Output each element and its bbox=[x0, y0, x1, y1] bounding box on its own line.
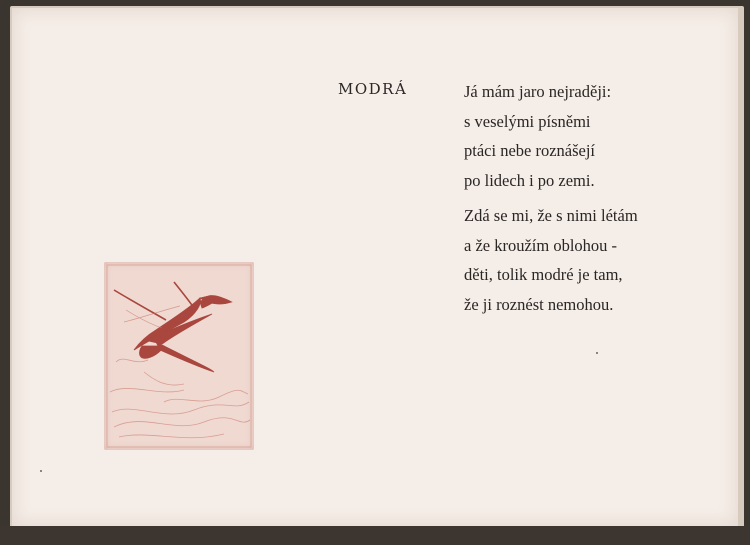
poem-line: Já mám jaro nejraději: bbox=[464, 82, 612, 101]
stanza-1 bbox=[464, 82, 611, 200]
poem-line: po lidech i po zemi. bbox=[464, 170, 595, 190]
paper-speck bbox=[40, 470, 42, 472]
poem-line: že ji roznést nemohou. bbox=[464, 294, 614, 314]
bird-print-icon bbox=[104, 262, 254, 450]
poem-line: Zdá se mi, že s nimi létám bbox=[464, 206, 638, 225]
poem-line: děti, tolik modré je tam, bbox=[464, 265, 623, 284]
poem-line: ptáci nebe roznášejí bbox=[464, 141, 596, 160]
poem-line: s veselými písněmi bbox=[464, 111, 591, 131]
poem-title: MODRÁ bbox=[338, 80, 408, 98]
scan-bottom-edge bbox=[0, 526, 750, 545]
stanza-2 bbox=[464, 206, 638, 324]
bird-illustration bbox=[104, 262, 254, 450]
poem-line: a že kroužím oblohou - bbox=[464, 235, 618, 255]
paper-speck bbox=[596, 352, 598, 354]
